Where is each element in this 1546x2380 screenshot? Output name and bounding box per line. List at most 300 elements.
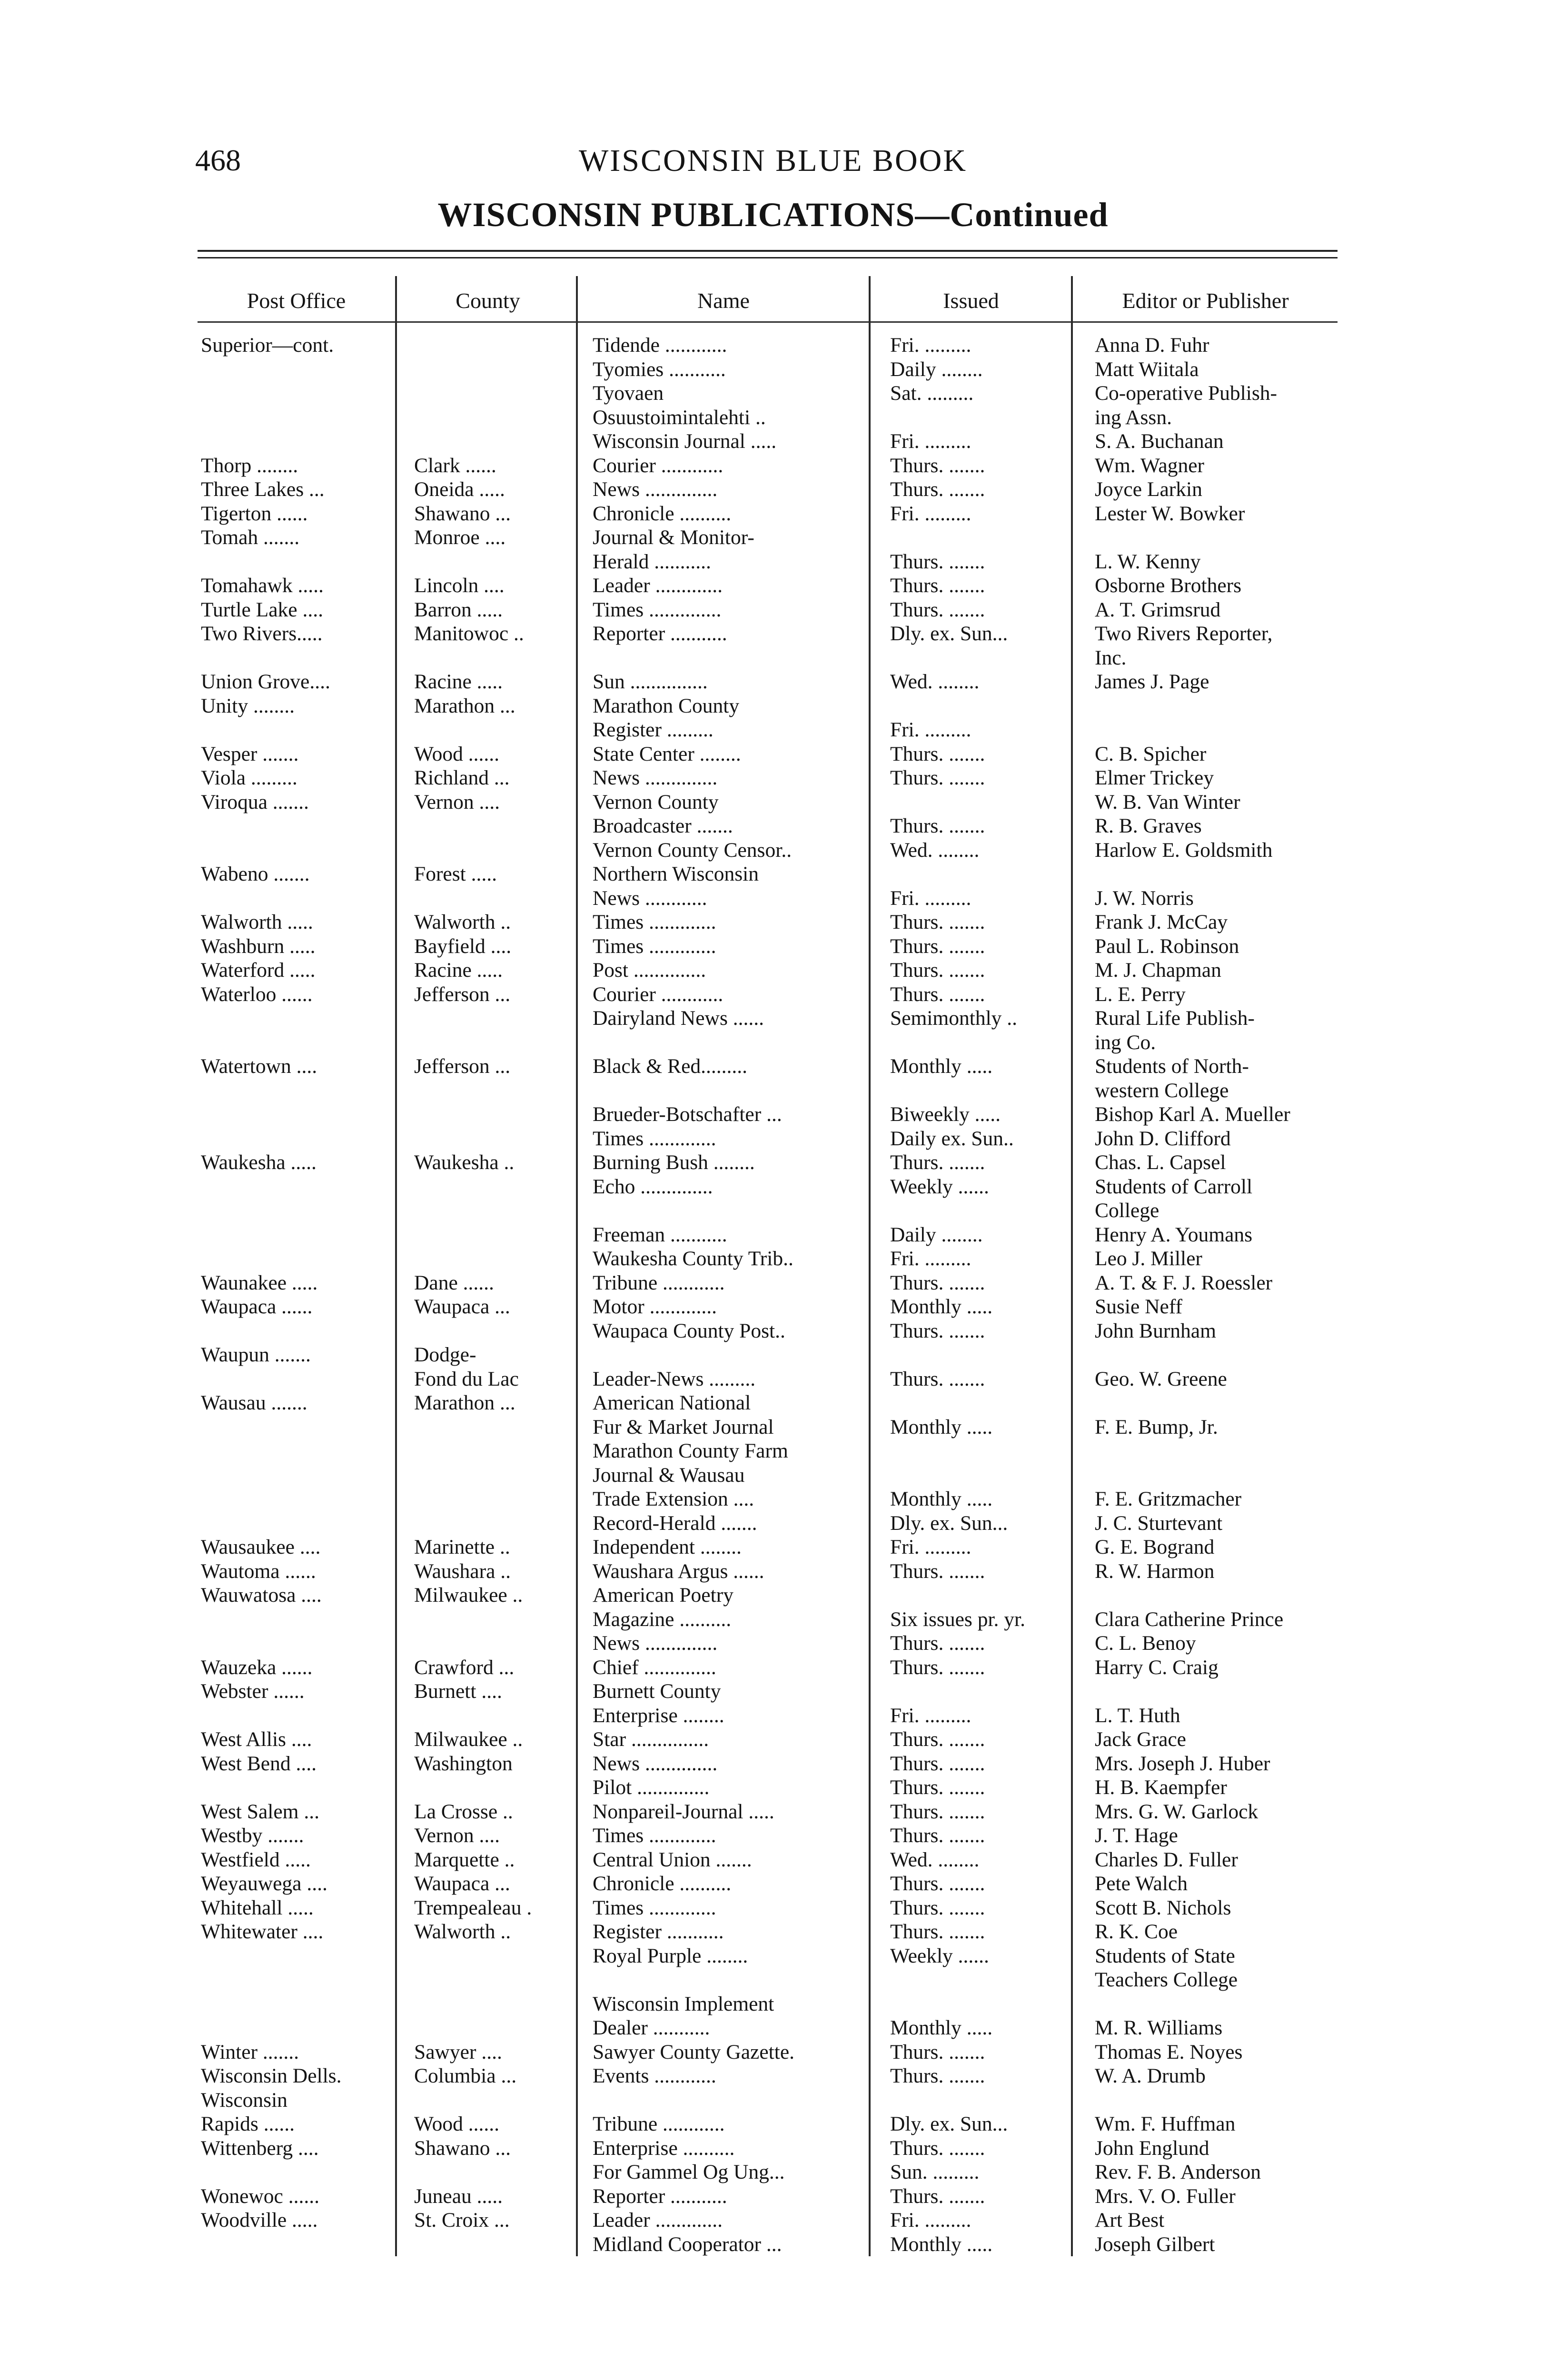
name-cell: Enterprise ..........	[593, 2136, 735, 2160]
table-row	[0, 670, 1546, 694]
header-rule	[198, 321, 1338, 323]
issued-cell: Fri. .........	[890, 718, 971, 741]
county-cell: Bayfield ....	[414, 934, 512, 958]
name-cell: Tyovaen	[593, 382, 664, 405]
post-office-cell: West Bend ....	[201, 1752, 317, 1775]
name-cell: Burning Bush ........	[593, 1151, 755, 1174]
issued-cell: Fri. .........	[890, 1247, 971, 1270]
table-row	[0, 934, 1546, 958]
name-cell: American National	[593, 1391, 751, 1414]
table-row	[0, 1535, 1546, 1559]
editor-cell: Rev. F. B. Anderson	[1095, 2161, 1261, 2183]
editor-cell: S. A. Buchanan	[1095, 430, 1224, 453]
name-cell: Leader-News .........	[593, 1367, 756, 1390]
issued-cell: Thurs. .......	[890, 1728, 985, 1751]
name-cell: Nonpareil-Journal .....	[593, 1800, 774, 1823]
issued-cell: Thurs. .......	[890, 911, 985, 933]
editor-cell: Clara Catherine Prince	[1095, 1607, 1284, 1631]
editor-cell: Mrs. V. O. Fuller	[1095, 2184, 1236, 2208]
county-cell: Sawyer ....	[414, 2040, 502, 2063]
editor-cell: Scott B. Nichols	[1095, 1896, 1231, 1919]
county-cell: Dodge-	[414, 1343, 476, 1366]
editor-cell: W. A. Drumb	[1095, 2064, 1206, 2087]
post-office-cell: Viola .........	[201, 766, 297, 789]
table-row	[0, 1752, 1546, 1775]
issued-cell: Thurs. .......	[890, 2184, 985, 2208]
name-cell: Post ..............	[593, 959, 706, 982]
editor-cell: Teachers College	[1095, 1968, 1238, 1991]
county-cell: Monroe ....	[414, 526, 506, 549]
issued-cell: Thurs. .......	[890, 2136, 985, 2160]
issued-cell: Thurs. .......	[890, 574, 985, 597]
post-office-cell: Winter .......	[201, 2040, 299, 2063]
issued-cell: Fri. .........	[890, 334, 971, 357]
editor-cell: M. R. Williams	[1095, 2016, 1223, 2039]
name-cell: Northern Wisconsin	[593, 863, 759, 885]
table-row	[0, 1054, 1546, 1078]
editor-cell: C. L. Benoy	[1095, 1632, 1196, 1655]
county-cell: Forest .....	[414, 863, 497, 885]
editor-cell: Students of Carroll	[1095, 1175, 1253, 1198]
county-cell: Dane ......	[414, 1271, 494, 1294]
name-cell: Dealer ...........	[593, 2016, 710, 2039]
post-office-cell: Wittenberg ....	[201, 2136, 319, 2160]
table-row	[0, 1727, 1546, 1751]
issued-cell: Monthly .....	[890, 2016, 993, 2039]
editor-cell: G. E. Bogrand	[1095, 1536, 1215, 1558]
county-cell: Waukesha ..	[414, 1151, 515, 1174]
table-row	[0, 1367, 1546, 1391]
editor-cell: John D. Clifford	[1095, 1127, 1231, 1150]
county-cell: Marathon ...	[414, 1391, 515, 1414]
post-office-cell: Tigerton ......	[201, 502, 308, 525]
issued-cell: Thurs. .......	[890, 598, 985, 621]
post-office-cell: Union Grove....	[201, 670, 330, 693]
name-cell: Osuustoimintalehti ..	[593, 406, 766, 429]
issued-cell: Thurs. .......	[890, 2064, 985, 2087]
county-cell: Fond du Lac	[414, 1367, 519, 1390]
table-row	[0, 574, 1546, 597]
editor-cell: John Englund	[1095, 2136, 1209, 2160]
table-row	[0, 2112, 1546, 2136]
post-office-cell: Vesper .......	[201, 742, 299, 765]
table-row	[0, 598, 1546, 622]
issued-cell: Monthly .....	[890, 2232, 993, 2256]
editor-cell: Wm. Wagner	[1095, 454, 1205, 477]
issued-cell: Thurs. .......	[890, 1319, 985, 1342]
issued-cell: Fri. .........	[890, 2209, 971, 2231]
name-cell: Royal Purple ........	[593, 1944, 748, 1967]
county-cell: Marinette ..	[414, 1536, 510, 1558]
county-cell: Juneau .....	[414, 2184, 503, 2208]
editor-cell: J. T. Hage	[1095, 1824, 1178, 1847]
name-cell: For Gammel Og Ung...	[593, 2161, 785, 2183]
issued-cell: Thurs. .......	[890, 550, 985, 573]
table-row	[0, 502, 1546, 526]
name-cell: Black & Red.........	[593, 1055, 747, 1078]
name-cell: Herald ...........	[593, 550, 711, 573]
table-row	[0, 742, 1546, 766]
name-cell: Leader .............	[593, 574, 723, 597]
issued-cell: Biweekly .....	[890, 1103, 1001, 1126]
name-cell: Enterprise ........	[593, 1704, 724, 1727]
table-row	[0, 2064, 1546, 2088]
name-cell: Wisconsin Journal .....	[593, 430, 777, 453]
issued-cell: Thurs. .......	[890, 1632, 985, 1655]
table-row	[0, 1511, 1546, 1535]
name-cell: Tribune ............	[593, 2112, 725, 2135]
issued-cell: Dly. ex. Sun...	[890, 1511, 1008, 1535]
name-cell: News ..............	[593, 1752, 718, 1775]
name-cell: Sun ...............	[593, 670, 708, 693]
issued-cell: Thurs. .......	[890, 1800, 985, 1823]
table-row	[0, 1896, 1546, 1920]
issued-cell: Fri. .........	[890, 1704, 971, 1727]
issued-cell: Thurs. .......	[890, 934, 985, 958]
county-cell: Marathon ...	[414, 694, 515, 717]
editor-cell: F. E. Gritzmacher	[1095, 1488, 1242, 1510]
issued-cell: Semimonthly ..	[890, 1007, 1018, 1030]
editor-cell: R. K. Coe	[1095, 1920, 1178, 1943]
name-cell: Register ...........	[593, 1920, 724, 1943]
post-office-cell: Rapids ......	[201, 2112, 295, 2135]
name-cell: Courier ............	[593, 454, 723, 477]
county-cell: Walworth ..	[414, 911, 511, 933]
post-office-cell: Wausaukee ....	[201, 1536, 321, 1558]
issued-cell: Thurs. .......	[890, 2040, 985, 2063]
table-row	[0, 1559, 1546, 1583]
post-office-cell: Westfield .....	[201, 1848, 311, 1871]
issued-cell: Monthly .....	[890, 1055, 993, 1078]
name-cell: Waukesha County Trib..	[593, 1247, 793, 1270]
post-office-cell: West Allis ....	[201, 1728, 312, 1751]
editor-cell: R. B. Graves	[1095, 814, 1202, 837]
editor-cell: F. E. Bump, Jr.	[1095, 1415, 1218, 1438]
table-row	[0, 1247, 1546, 1270]
editor-cell: J. C. Sturtevant	[1095, 1511, 1223, 1535]
table-row	[0, 1102, 1546, 1126]
editor-cell: Co-operative Publish-	[1095, 382, 1277, 405]
name-cell: Tribune ............	[593, 1271, 725, 1294]
post-office-cell: Wausau .......	[201, 1391, 307, 1414]
post-office-cell: Turtle Lake ....	[201, 598, 323, 621]
post-office-cell: Walworth .....	[201, 911, 313, 933]
table-row	[0, 886, 1546, 910]
issued-cell: Thurs. .......	[890, 1271, 985, 1294]
table-row	[0, 357, 1546, 381]
name-cell: Echo ..............	[593, 1175, 713, 1198]
table-row	[0, 1656, 1546, 1679]
editor-cell: Students of State	[1095, 1944, 1235, 1967]
editor-cell: Leo J. Miller	[1095, 1247, 1202, 1270]
issued-cell: Weekly ......	[890, 1175, 989, 1198]
post-office-cell: Waterloo ......	[201, 982, 313, 1006]
top-rule	[198, 250, 1338, 252]
table-row	[0, 1944, 1546, 1968]
post-office-cell: Waukesha .....	[201, 1151, 317, 1174]
table-row	[0, 1031, 1546, 1054]
table-row	[0, 1150, 1546, 1174]
editor-cell: John Burnham	[1095, 1319, 1216, 1342]
header-issued: Issued	[943, 288, 999, 313]
post-office-cell: Superior—cont.	[201, 334, 334, 357]
county-cell: Crawford ...	[414, 1656, 515, 1679]
table-row	[0, 790, 1546, 814]
section-title: WISCONSIN PUBLICATIONS—Continued	[437, 196, 1109, 234]
name-cell: Reporter ...........	[593, 622, 727, 645]
name-cell: Marathon County Farm	[593, 1439, 788, 1462]
table-row	[0, 1583, 1546, 1607]
name-cell: Tyomies ...........	[593, 357, 726, 381]
table-row	[0, 1271, 1546, 1295]
issued-cell: Thurs. .......	[890, 1896, 985, 1919]
table-row	[0, 1631, 1546, 1655]
table-row	[0, 1223, 1546, 1247]
issued-cell: Fri. .........	[890, 502, 971, 525]
table-row	[0, 2208, 1546, 2232]
post-office-cell: Wautoma ......	[201, 1559, 316, 1583]
table-row	[0, 1824, 1546, 1847]
page-number: 468	[195, 143, 241, 177]
post-office-cell: Weyauwega ....	[201, 1872, 327, 1895]
county-cell: Trempealeau .	[414, 1896, 532, 1919]
table-row	[0, 1920, 1546, 1944]
name-cell: Pilot ..............	[593, 1776, 710, 1799]
county-cell: Vernon ....	[414, 790, 500, 813]
county-cell: Racine .....	[414, 670, 503, 693]
name-cell: Chronicle ..........	[593, 1872, 732, 1895]
editor-cell: R. W. Harmon	[1095, 1559, 1215, 1583]
issued-cell: Weekly ......	[890, 1944, 989, 1967]
issued-cell: Thurs. .......	[890, 1151, 985, 1174]
issued-cell: Thurs. .......	[890, 1920, 985, 1943]
post-office-cell: Tomahawk .....	[201, 574, 324, 597]
county-cell: Manitowoc ..	[414, 622, 524, 645]
editor-cell: ing Assn.	[1095, 406, 1172, 429]
issued-cell: Thurs. .......	[890, 1656, 985, 1679]
issued-cell: Fri. .........	[890, 886, 971, 910]
post-office-cell: Viroqua .......	[201, 790, 309, 813]
table-row	[0, 2040, 1546, 2064]
issued-cell: Dly. ex. Sun...	[890, 2112, 1008, 2135]
editor-cell: W. B. Van Winter	[1095, 790, 1240, 813]
name-cell: Burnett County	[593, 1680, 721, 1703]
name-cell: Journal & Monitor-	[593, 526, 754, 549]
table-row	[0, 1199, 1546, 1222]
editor-cell: Susie Neff	[1095, 1295, 1183, 1318]
table-row	[0, 2016, 1546, 2040]
name-cell: Times .............	[593, 1824, 716, 1847]
name-cell: Broadcaster .......	[593, 814, 733, 837]
post-office-cell: Wonewoc ......	[201, 2184, 319, 2208]
editor-cell: Thomas E. Noyes	[1095, 2040, 1243, 2063]
table-row	[0, 1415, 1546, 1439]
editor-cell: Chas. L. Capsel	[1095, 1151, 1226, 1174]
issued-cell: Six issues pr. yr.	[890, 1607, 1026, 1631]
issued-cell: Monthly .....	[890, 1488, 993, 1510]
county-cell: Marquette ..	[414, 1848, 515, 1871]
editor-cell: Art Best	[1095, 2209, 1165, 2231]
name-cell: Magazine ..........	[593, 1607, 732, 1631]
county-cell: Oneida .....	[414, 478, 505, 501]
post-office-cell: Wabeno .......	[201, 863, 310, 885]
issued-cell: Thurs. .......	[890, 1872, 985, 1895]
table-row	[0, 1295, 1546, 1319]
post-office-cell: Whitewater ....	[201, 1920, 324, 1943]
editor-cell: College	[1095, 1199, 1160, 1222]
county-cell: La Crosse ..	[414, 1800, 513, 1823]
post-office-cell: Thorp ........	[201, 454, 298, 477]
table-row	[0, 1968, 1546, 1992]
table-row	[0, 333, 1546, 357]
issued-cell: Thurs. .......	[890, 454, 985, 477]
editor-cell: Joyce Larkin	[1095, 478, 1202, 501]
issued-cell: Thurs. .......	[890, 766, 985, 789]
table-row	[0, 1704, 1546, 1727]
county-cell: Walworth ..	[414, 1920, 511, 1943]
editor-cell: Pete Walch	[1095, 1872, 1188, 1895]
table-row	[0, 1079, 1546, 1102]
name-cell: News ..............	[593, 1632, 718, 1655]
name-cell: Sawyer County Gazette.	[593, 2040, 794, 2063]
editor-cell: Matt Wiitala	[1095, 357, 1199, 381]
table-row	[0, 550, 1546, 574]
header-editor: Editor or Publisher	[1122, 288, 1289, 313]
editor-cell: H. B. Kaempfer	[1095, 1776, 1227, 1799]
name-cell: American Poetry	[593, 1584, 733, 1606]
issued-cell: Thurs. .......	[890, 959, 985, 982]
name-cell: Wisconsin Implement	[593, 1992, 774, 2015]
editor-cell: Joseph Gilbert	[1095, 2232, 1215, 2256]
table-row	[0, 646, 1546, 670]
county-cell: Burnett ....	[414, 1680, 502, 1703]
post-office-cell: West Salem ...	[201, 1800, 319, 1823]
table-row	[0, 622, 1546, 645]
name-cell: Freeman ...........	[593, 1223, 727, 1246]
post-office-cell: Waunakee .....	[201, 1271, 318, 1294]
editor-cell: A. T. Grimsrud	[1095, 598, 1221, 621]
table-row	[0, 381, 1546, 405]
editor-cell: Osborne Brothers	[1095, 574, 1242, 597]
table-row	[0, 1848, 1546, 1872]
county-cell: Milwaukee ..	[414, 1584, 523, 1606]
post-office-cell: Westby .......	[201, 1824, 304, 1847]
editor-cell: Lester W. Bowker	[1095, 502, 1245, 525]
editor-cell: Jack Grace	[1095, 1728, 1186, 1751]
table-row	[0, 526, 1546, 549]
editor-cell: Charles D. Fuller	[1095, 1848, 1238, 1871]
issued-cell: Daily ........	[890, 357, 983, 381]
table-row	[0, 406, 1546, 429]
name-cell: Events ............	[593, 2064, 716, 2087]
county-cell: Vernon ....	[414, 1824, 500, 1847]
county-cell: St. Croix ...	[414, 2209, 510, 2231]
name-cell: Fur & Market Journal	[593, 1415, 774, 1438]
post-office-cell: Waupaca ......	[201, 1295, 313, 1318]
name-cell: Waushara Argus ......	[593, 1559, 764, 1583]
name-cell: Star ...............	[593, 1728, 709, 1751]
name-cell: Vernon County	[593, 790, 719, 813]
name-cell: Times .............	[593, 934, 716, 958]
editor-cell: A. T. & F. J. Roessler	[1095, 1271, 1273, 1294]
post-office-cell: Waterford .....	[201, 959, 316, 982]
issued-cell: Thurs. .......	[890, 478, 985, 501]
table-row	[0, 910, 1546, 934]
county-cell: Waushara ..	[414, 1559, 511, 1583]
name-cell: News ..............	[593, 766, 718, 789]
editor-cell: Anna D. Fuhr	[1095, 334, 1209, 357]
county-cell: Jefferson ...	[414, 1055, 511, 1078]
table-row	[0, 718, 1546, 742]
name-cell: Midland Cooperator ...	[593, 2232, 782, 2256]
county-cell: Waupaca ...	[414, 1295, 510, 1318]
issued-cell: Thurs. .......	[890, 814, 985, 837]
post-office-cell: Wauzeka ......	[201, 1656, 313, 1679]
name-cell: Courier ............	[593, 982, 723, 1006]
table-row	[0, 1800, 1546, 1824]
issued-cell: Thurs. .......	[890, 982, 985, 1006]
name-cell: Marathon County	[593, 694, 740, 717]
table-row	[0, 838, 1546, 862]
table-row	[0, 814, 1546, 838]
county-cell: Shawano ...	[414, 2136, 511, 2160]
post-office-cell: Washburn .....	[201, 934, 316, 958]
issued-cell: Fri. .........	[890, 1536, 971, 1558]
county-cell: Columbia ...	[414, 2064, 517, 2087]
name-cell: Tidende ............	[593, 334, 727, 357]
table-row	[0, 1391, 1546, 1415]
name-cell: Times .............	[593, 1896, 716, 1919]
issued-cell: Wed. ........	[890, 1848, 980, 1871]
county-cell: Shawano ...	[414, 502, 511, 525]
county-cell: Richland ...	[414, 766, 510, 789]
issued-cell: Wed. ........	[890, 838, 980, 862]
table-row	[0, 1487, 1546, 1511]
name-cell: Vernon County Censor..	[593, 838, 792, 862]
editor-cell: C. B. Spicher	[1095, 742, 1207, 765]
editor-cell: ing Co.	[1095, 1031, 1156, 1054]
name-cell: Dairyland News ......	[593, 1007, 764, 1030]
county-cell: Jefferson ...	[414, 982, 511, 1006]
table-row	[0, 1343, 1546, 1367]
editor-cell: Harlow E. Goldsmith	[1095, 838, 1273, 862]
table-row	[0, 1607, 1546, 1631]
editor-cell: Two Rivers Reporter,	[1095, 622, 1273, 645]
name-cell: News ............	[593, 886, 707, 910]
name-cell: Times .............	[593, 911, 716, 933]
post-office-cell: Two Rivers.....	[201, 622, 323, 645]
table-row	[0, 1127, 1546, 1150]
issued-cell: Sat. .........	[890, 382, 974, 405]
county-cell: Barron .....	[414, 598, 503, 621]
table-row	[0, 1006, 1546, 1030]
editor-cell: Inc.	[1095, 646, 1127, 669]
table-row	[0, 429, 1546, 453]
post-office-cell: Tomah .......	[201, 526, 300, 549]
table-row	[0, 694, 1546, 718]
county-cell: Washington	[414, 1752, 513, 1775]
county-cell: Wood ......	[414, 742, 499, 765]
name-cell: Leader .............	[593, 2209, 723, 2231]
post-office-cell: Three Lakes ...	[201, 478, 325, 501]
table-row	[0, 477, 1546, 501]
editor-cell: Paul L. Robinson	[1095, 934, 1239, 958]
name-cell: Reporter ...........	[593, 2184, 727, 2208]
name-cell: Motor .............	[593, 1295, 717, 1318]
name-cell: State Center ........	[593, 742, 741, 765]
editor-cell: Bishop Karl A. Mueller	[1095, 1103, 1290, 1126]
table-row	[0, 1463, 1546, 1487]
